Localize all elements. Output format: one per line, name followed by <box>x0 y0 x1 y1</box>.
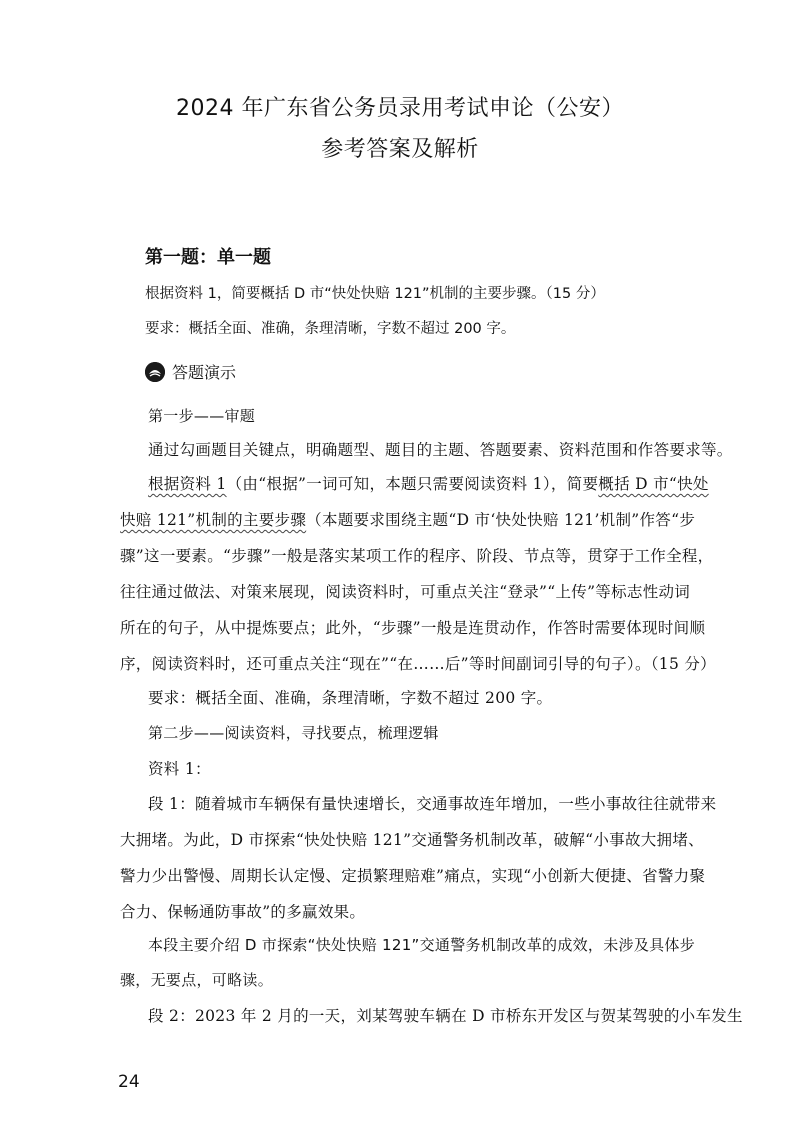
step1-paragraph-line-2 <box>120 508 720 530</box>
step1-text: （由“根据”一词可知，本题只需要阅读资料 1），简要 <box>226 475 599 493</box>
page-number: 24 <box>118 1072 140 1092</box>
question-requirement: 要求：概括全面、准确，条理清晰，字数不超过 200 字。 <box>145 321 516 337</box>
leaf-badge-icon <box>145 362 165 382</box>
answer-demo-heading <box>145 360 236 383</box>
keyword-underline: 根据资料 1 <box>148 475 227 493</box>
step1-paragraph-line-6: 序，阅读资料时，还可重点关注“现在”“在……后”等时间副词引导的句子）。（15 分） <box>120 655 716 673</box>
answer-demo-label: 答题演示 <box>172 363 237 382</box>
step1-text: （本题要求围绕主题“D 市‘快处快赔 121’机制”作答“步 <box>306 511 696 529</box>
step1-paragraph-line-5: 所在的句子，从中提炼要点；此外，“步骤”一般是连贯动作，作答时需要体现时间顺 <box>120 619 706 637</box>
step1-paragraph-line-3: 骤”这一要素。“步骤”一般是落实某项工作的程序、阶段、节点等，贯穿于工作全程， <box>120 547 714 565</box>
step1-requirement: 要求：概括全面、准确，条理清晰，字数不超过 200 字。 <box>148 689 553 707</box>
analysis-line-1: 本段主要介绍 D 市探索“快处快赔 121”交通警务机制改革的成效，未涉及具体步 <box>148 936 696 954</box>
document-title-line-2: 参考答案及解析 <box>321 137 479 162</box>
material-para1-line-3: 警力少出警慢、周期长认定慢、定损繁理赔难”痛点，实现“小创新大便捷、省警力聚 <box>120 867 706 885</box>
section-heading: 第一题：单一题 <box>145 247 271 268</box>
step2-heading: 第二步——阅读资料，寻找要点，梳理逻辑 <box>148 724 439 742</box>
keyword-underline: 概括 D 市“快处 <box>598 475 709 493</box>
material-para2-line-1: 段 2：2023 年 2 月的一天，刘某驾驶车辆在 D 市桥东开发区与贺某驾驶的小车发生 <box>148 1007 743 1025</box>
question-text: 根据资料 1，简要概括 D 市“快处快赔 121”机制的主要步骤。（15 分） <box>145 286 605 302</box>
step1-intro: 通过勾画题目关键点，明确题型、题目的主题、答题要素、资料范围和作答要求等。 <box>148 441 733 459</box>
keyword-underline: 快赔 121”机制的主要步骤 <box>120 511 307 529</box>
material-para1-line-4: 合力、保畅通防事故”的多赢效果。 <box>120 903 366 921</box>
document-title-line-1: 2024 年广东省公务员录用考试申论（公安） <box>176 96 624 121</box>
material-label: 资料 1： <box>148 760 211 778</box>
step1-paragraph-line-4: 往往通过做法、对策来展现，阅读资料时，可重点关注“登录”“上传”等标志性动词 <box>120 583 691 601</box>
step1-heading: 第一步——审题 <box>148 407 256 425</box>
material-para1-line-2: 大拥堵。为此，D 市探索“快处快赔 121”交通警务机制改革，破解“小事故大拥堵、 <box>120 831 704 849</box>
step1-paragraph-line-1 <box>148 472 748 494</box>
analysis-line-2: 骤，无要点，可略读。 <box>120 971 274 989</box>
material-para1-line-1: 段 1：随着城市车辆保有量快速增长，交通事故连年增加，一些小事故往往就带来 <box>148 795 717 813</box>
